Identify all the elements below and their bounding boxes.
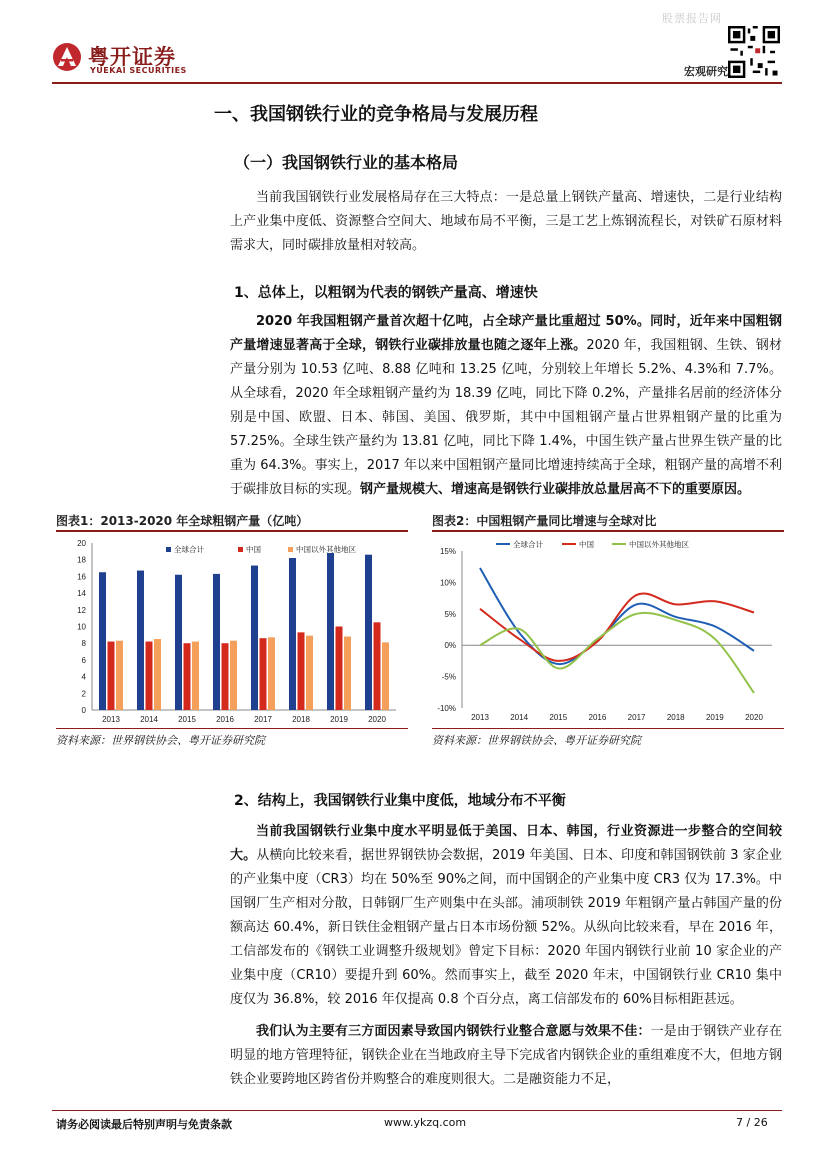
- bar: [99, 572, 106, 710]
- point-heading-1: 1、总体上，以粗钢为代表的钢铁产量高、增速快: [234, 285, 538, 301]
- legend-label: 中国: [579, 540, 594, 549]
- legend-swatch: [288, 547, 293, 552]
- bar: [154, 639, 161, 710]
- header-divider: [52, 82, 782, 84]
- bar: [260, 638, 267, 710]
- x-tick-label: 2016: [216, 715, 234, 724]
- y-tick-label: 10%: [439, 578, 456, 588]
- x-tick-label: 2019: [705, 713, 724, 722]
- bar: [374, 622, 381, 710]
- bar: [289, 558, 296, 710]
- footer-divider: [52, 1110, 782, 1111]
- x-tick-label: 2014: [510, 713, 529, 722]
- paragraph-concentration-text: 从横向比较来看，据世界钢铁协会数据，2019 年美国、日本、印度和韩国钢铁前 3 家企业的产业集中度（CR3）均在 50%至 90%之间，而中国钢企的产业集中度 CR3 仅为 17.3%。中国钢厂生产相对分散，日韩钢厂生产则集中在头部。浦项制铁 2019 年粗钢产量占韩国产量的份额高达 60.4%，新日铁住金粗钢产量占日本市场份额 52%。从纵向比较来看，早在 2016 年，工信部发布的《钢铁工业调整升级规划》曾定下目标：2020 年国内钢铁行业前 10 家企业的产业集中度（CR10）要提升到 60%。然而事实上，截至 2020 年末，中国钢铁行业 CR10 集中度仅为 36.8%，较 2016 年仅提高 0.8 个百分点，离工信部发布的 60%目标相距甚远。: [230, 848, 782, 1007]
- y-tick-label: 0: [81, 706, 86, 715]
- section-heading-1: 一、我国钢铁行业的竞争格局与发展历程: [214, 104, 538, 125]
- x-tick-label: 2020: [368, 715, 386, 724]
- figure2-title: 图表2：中国粗钢产量同比增速与全球对比: [432, 514, 657, 528]
- brand-name-en: YUEKAI SECURITIES: [90, 66, 187, 75]
- x-tick-label: 2015: [178, 715, 196, 724]
- legend-label: 中国以外其他地区: [629, 540, 689, 549]
- bar: [298, 632, 305, 710]
- y-tick-label: 6: [81, 655, 86, 665]
- y-tick-label: 15%: [439, 547, 456, 556]
- x-tick-label: 2017: [254, 715, 272, 724]
- bar: [213, 574, 220, 710]
- bar: [382, 642, 389, 710]
- paragraph-output-conclusion: 钢产量规模大、增速高是钢铁行业碳排放总量居高不下的重要原因。: [360, 482, 751, 497]
- x-tick-label: 2017: [627, 713, 646, 722]
- series-line: [480, 593, 754, 660]
- bar-chart: [56, 533, 408, 728]
- y-tick-label: 14: [77, 589, 86, 599]
- line-chart: [432, 533, 784, 728]
- y-tick-label: 2: [81, 689, 86, 699]
- x-tick-label: 2013: [102, 715, 120, 724]
- report-category: 宏观研究: [684, 65, 728, 78]
- paragraph-output: [230, 310, 782, 502]
- figure2-bottom-rule: [432, 728, 784, 729]
- figure1-source: 资料来源：世界钢铁协会、粤开证券研究院: [56, 734, 265, 747]
- bar: [116, 641, 123, 710]
- point-heading-2: 2、结构上，我国钢铁行业集中度低，地域分布不平衡: [234, 793, 566, 809]
- figure1-title: 图表1：2013-2020 年全球粗钢产量（亿吨）: [56, 514, 309, 528]
- figure2-rule: [432, 530, 784, 532]
- bar: [137, 571, 144, 710]
- y-tick-label: 12: [77, 605, 86, 615]
- paragraph-reasons-text: 一是由于钢铁产业存在明显的地方管理特征，钢铁企业在当地政府主导下完成省内钢铁企业的重组难度不大，但地方钢铁企业要跨地区跨省份并购整合的难度则很大。二是融资能力不足，: [230, 1024, 782, 1087]
- y-tick-label: -10%: [437, 704, 456, 713]
- paragraph-concentration: [230, 820, 782, 1012]
- footer-website: www.ykzq.com: [384, 1116, 467, 1129]
- y-tick-label: 18: [77, 555, 86, 565]
- brand-name-cn: 粤开证券: [88, 45, 176, 69]
- x-tick-label: 2018: [666, 713, 685, 722]
- bar: [184, 643, 191, 710]
- y-tick-label: 20: [77, 539, 86, 548]
- legend-swatch: [166, 547, 171, 552]
- bar: [306, 636, 313, 710]
- bar: [251, 566, 258, 710]
- x-tick-label: 2016: [588, 713, 607, 722]
- paragraph-output-text: 2020 年，我国粗钢、生铁、钢材产量分别为 10.53 亿吨、8.88 亿吨和 13.25 亿吨，分别较上年增长 5.2%、4.3%和 7.7%。从全球看，2020 年全球粗钢产量约为 18.39 亿吨，同比下降 0.2%，产量排名居前的经济体分别是中国、欧盟、日本、韩国、美国、俄罗斯，其中中国粗钢产量占世界粗钢产量的比重为 57.25%。全球生铁产量约为 13.81 亿吨，同比下降 1.4%，中国生铁产量占世界生铁产量的比重为 64.3%。事实上，2017 年以来中国粗钢产量同比增速持续高于全球，粗钢产量的高增不利于碳排放目标的实现。: [230, 338, 782, 497]
- subsection-heading: （一）我国钢铁行业的基本格局: [234, 153, 459, 172]
- paragraph-reasons-lead: 我们认为主要有三方面因素导致国内钢铁行业整合意愿与效果不佳：: [256, 1024, 651, 1039]
- x-tick-label: 2015: [549, 713, 568, 722]
- y-tick-label: 0%: [444, 641, 456, 651]
- bar: [344, 637, 351, 710]
- paragraph-intro: [230, 186, 782, 258]
- bar: [175, 575, 182, 710]
- legend-label: 中国以外其他地区: [296, 545, 356, 554]
- legend-swatch: [238, 547, 243, 552]
- bar: [230, 641, 237, 710]
- legend-label: 中国: [246, 545, 261, 554]
- bar: [108, 642, 115, 710]
- y-tick-label: 8: [81, 639, 86, 649]
- bar: [222, 643, 229, 710]
- x-tick-label: 2019: [330, 715, 348, 724]
- footer-disclaimer: 请务必阅读最后特别声明与免责条款: [56, 1118, 232, 1131]
- y-tick-label: 4: [81, 672, 86, 682]
- paragraph-concentration-lead: 当前我国钢铁行业集中度水平明显低于美国、日本、韩国，行业资源进一步整合的空间较大。: [230, 824, 782, 863]
- bar: [268, 637, 275, 710]
- paragraph-output-lead: 2020 年我国粗钢产量首次超十亿吨，占全球产量比重超过 50%。同时，近年来中国粗钢产量增速显著高于全球，钢铁行业碳排放量也随之逐年上涨。: [230, 314, 782, 353]
- watermark-text: 股票报告网: [662, 12, 722, 25]
- x-tick-label: 2020: [745, 713, 763, 722]
- y-tick-label: 5%: [444, 609, 456, 619]
- page-number: 7 / 26: [736, 1116, 768, 1129]
- qr-code-icon: [728, 26, 780, 78]
- legend-label: 全球合计: [513, 540, 543, 549]
- bar: [336, 627, 343, 711]
- paragraph-intro-text: 当前我国钢铁行业发展格局存在三大特点：一是总量上钢铁产量高、增速快，二是行业结构上产业集中度低、资源整合空间大、地域布局不平衡，三是工艺上炼钢流程长，对铁矿石原材料需求大，同时碳排放量相对较高。: [230, 190, 782, 253]
- y-tick-label: 10: [77, 622, 86, 632]
- bar: [327, 553, 334, 710]
- yuekai-logo-icon: [52, 42, 82, 72]
- x-tick-label: 2014: [140, 715, 158, 724]
- bar: [192, 642, 199, 710]
- x-tick-label: 2013: [471, 713, 489, 722]
- figure1-rule: [56, 530, 408, 532]
- paragraph-reasons: [230, 1020, 782, 1092]
- y-tick-label: 16: [77, 572, 86, 582]
- bar: [146, 642, 153, 710]
- bar: [365, 555, 372, 710]
- x-tick-label: 2018: [292, 715, 310, 724]
- figure1-bottom-rule: [56, 728, 408, 729]
- figure2-source: 资料来源：世界钢铁协会、粤开证券研究院: [432, 734, 641, 747]
- y-tick-label: -5%: [441, 672, 456, 682]
- legend-label: 全球合计: [174, 545, 204, 554]
